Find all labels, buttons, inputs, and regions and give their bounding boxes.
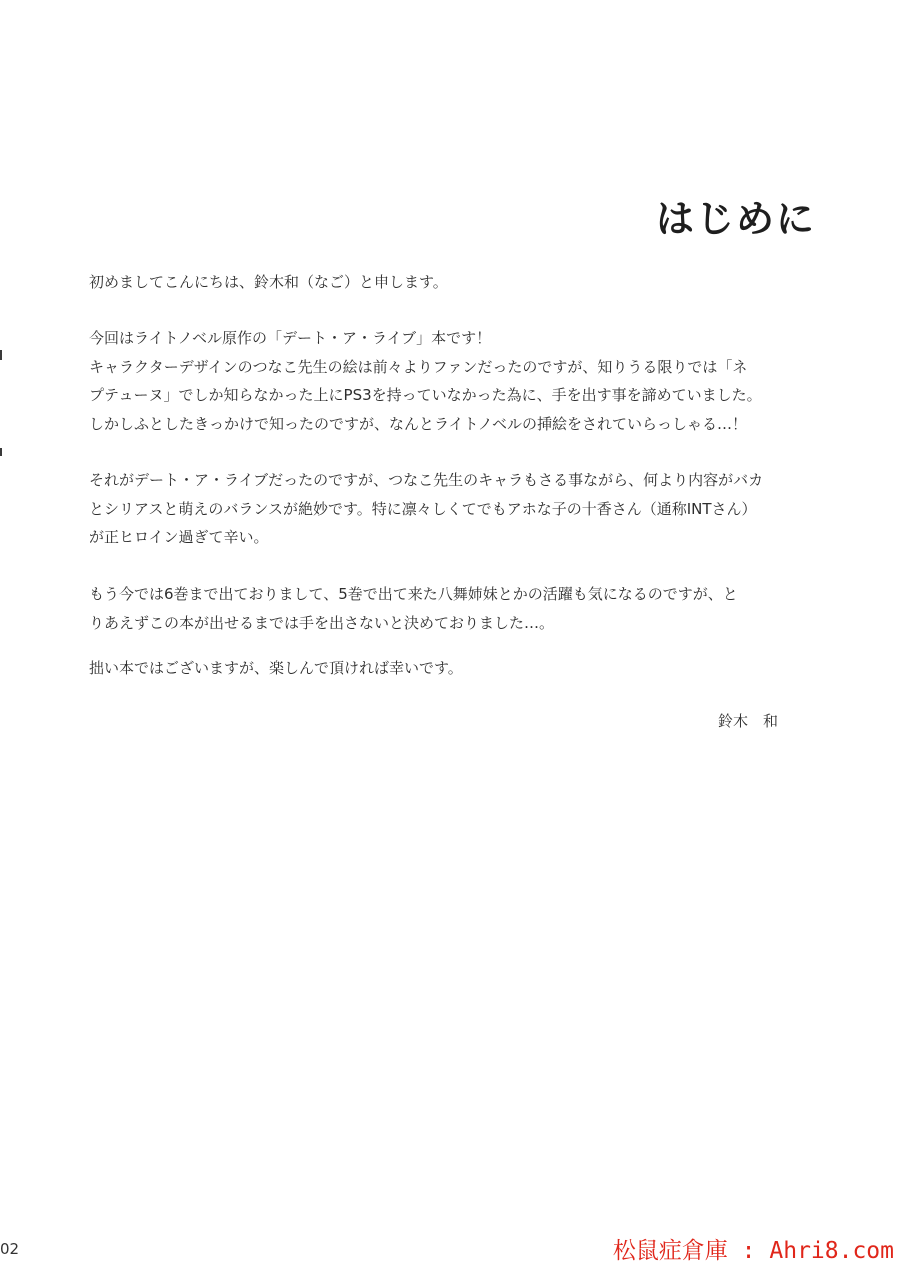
text-line: 今回はライトノベル原作の「デート・ア・ライブ」本です！ bbox=[89, 329, 492, 347]
text-line: それがデート・ア・ライブだったのですが、つなこ先生のキャラもさる事ながら、何より内容がバカ bbox=[89, 471, 764, 489]
text-line: 初めましてこんにちは、鈴木和（なご）と申します。 bbox=[89, 273, 448, 291]
paragraph-3 bbox=[89, 466, 809, 552]
text-line: とシリアスと萌えのバランスが絶妙です。特に凛々しくてでもアホな子の十香さん（通称INTさん） bbox=[89, 499, 757, 518]
paragraph-2 bbox=[89, 324, 809, 438]
paragraph-5 bbox=[89, 654, 809, 683]
page-number: 02 bbox=[0, 1240, 20, 1258]
paragraph-4 bbox=[89, 580, 809, 637]
text-line: が正ヒロイン過ぎて辛い。 bbox=[89, 528, 269, 546]
text-line: プテューヌ」でしか知らなかった上にPS3を持っていなかった為に、手を出す事を諦めていました。 bbox=[89, 386, 762, 404]
text-line: しかしふとしたきっかけで知ったのですが、なんとライトノベルの挿絵をされていらっしゃる…！ bbox=[89, 414, 748, 433]
author-signature: 鈴木 和 bbox=[717, 712, 778, 730]
watermark-text: 松鼠症倉庫 : Ahri8.com bbox=[612, 1238, 894, 1264]
text-line: キャラクターデザインのつなこ先生の絵は前々よりファンだったのですが、知りうる限りでは「ネ bbox=[89, 357, 748, 376]
page-title: はじめに bbox=[655, 197, 816, 241]
scan-edge-mark bbox=[0, 448, 2, 456]
scan-edge-mark bbox=[0, 350, 2, 360]
paragraph-1 bbox=[89, 268, 809, 297]
text-line: 拙い本ではございますが、楽しんで頂ければ幸いです。 bbox=[89, 659, 463, 677]
text-line: りあえずこの本が出せるまでは手を出さないと決めておりました…。 bbox=[89, 613, 555, 632]
text-line: もう今では6巻まで出ておりまして、5巻で出て来た八舞姉妹とかの活躍も気になるのですが、と bbox=[89, 585, 738, 603]
